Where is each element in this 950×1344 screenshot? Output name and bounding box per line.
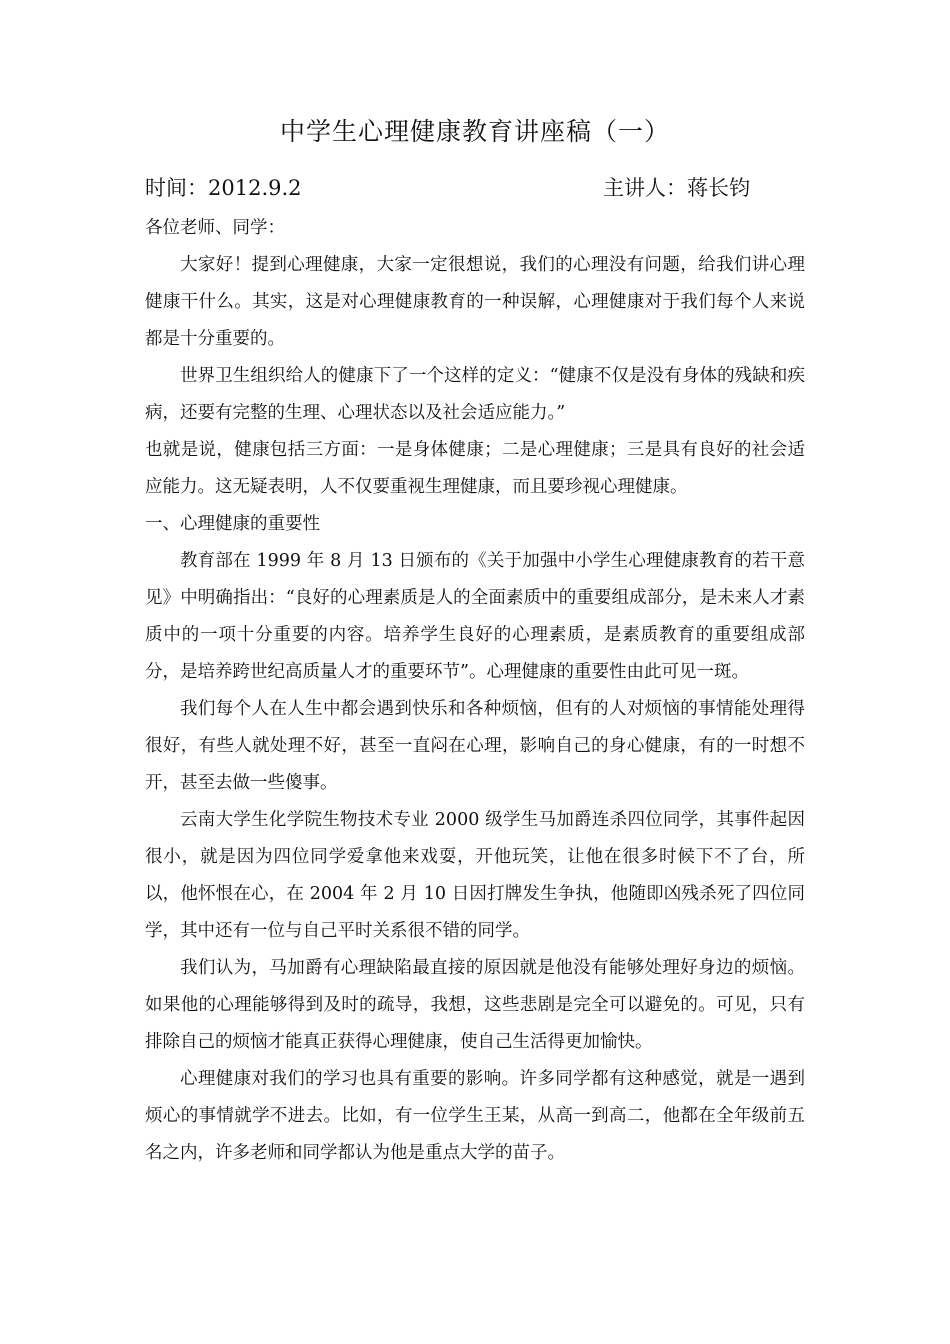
- paragraph: 云南大学生化学院生物技术专业 2000 级学生马加爵连杀四位同学，其事件起因很小，就是因为四位同学爱拿他来戏耍，开他玩笑，让他在很多时候下不了台，所以，他怀恨在心，在 2004 年 2 月 10 日因打牌发生争执，他随即凶残杀死了四位同学，其中还有一位与自己平时关系很不错的同学。: [145, 810, 805, 941]
- lecture-speaker: 主讲人：蒋长钧: [603, 176, 750, 200]
- section-heading: 一、心理健康的重要性: [145, 514, 320, 534]
- paragraph: 我们认为，马加爵有心理缺陷最直接的原因就是他没有能够处理好身边的烦恼。如果他的心理能够得到及时的疏导，我想，这些悲剧是完全可以避免的。可见，只有排除自己的烦恼才能真正获得心理健康，使自己生活得更加愉快。: [145, 958, 805, 1052]
- paragraph: 我们每个人在人生中都会遇到快乐和各种烦恼，但有的人对烦恼的事情能处理得很好，有些人就处理不好，甚至一直闷在心理，影响自己的身心健康，有的一时想不开，甚至去做一些傻事。: [145, 699, 805, 793]
- paragraph: 大家好！提到心理健康，大家一定很想说，我们的心理没有问题，给我们讲心理健康干什么。其实，这是对心理健康教育的一种误解，心理健康对于我们每个人来说都是十分重要的。: [145, 255, 805, 349]
- lecture-date: 时间：2012.9.2: [145, 176, 302, 200]
- salutation: 各位老师、同学：: [145, 218, 285, 238]
- paragraph: 心理健康对我们的学习也具有重要的影响。许多同学都有这种感觉，就是一遇到烦心的事情就学不进去。比如，有一位学生王某，从高一到高二，他都在全年级前五名之内，许多老师和同学都认为他是重点大学的苗子。: [145, 1069, 805, 1163]
- document-body: [145, 210, 805, 1172]
- lecture-meta: [145, 170, 805, 206]
- paragraph: 世界卫生组织给人的健康下了一个这样的定义：“健康不仅是没有身体的残缺和疾病，还要有完整的生理、心理状态以及社会适应能力。”: [145, 366, 805, 423]
- paragraph: 也就是说，健康包括三方面：一是身体健康；二是心理健康；三是具有良好的社会适应能力。这无疑表明，人不仅要重视生理健康，而且要珍视心理健康。: [145, 440, 805, 497]
- document-title: 中学生心理健康教育讲座稿（一）: [279, 117, 670, 146]
- paragraph: 教育部在 1999 年 8 月 13 日颁布的《关于加强中小学生心理健康教育的若干意见》中明确指出：“良好的心理素质是人的全面素质中的重要组成部分，是未来人才素质中的一项十分重要的内容。培养学生良好的心理素质，是素质教育的重要组成部分，是培养跨世纪高质量人才的重要环节”。心理健康的重要性由此可见一斑。: [145, 551, 805, 682]
